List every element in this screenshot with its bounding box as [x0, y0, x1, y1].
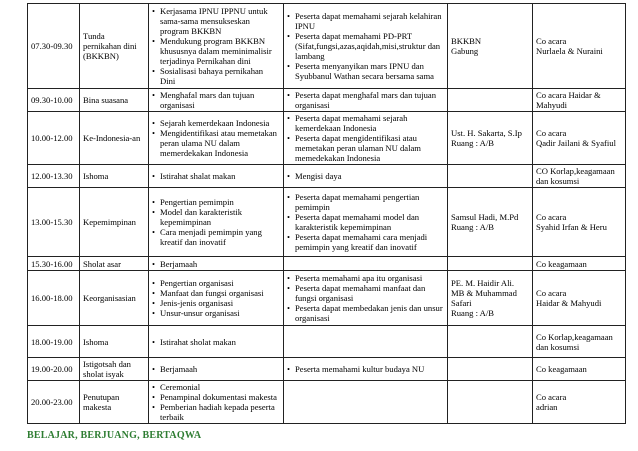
pic-cell: [533, 358, 626, 381]
activity-cell: [80, 358, 149, 381]
material-cell: [149, 4, 284, 89]
material-cell-list: [152, 382, 280, 422]
material-cell-list: [152, 364, 280, 374]
schedule-row: [28, 271, 626, 326]
activity-cell-line: Keorganisasian: [83, 293, 136, 303]
activity-cell-line: Istigotsah dan: [83, 359, 131, 369]
material-cell-item: • Model dan karakteristik kepemimpinan: [152, 207, 280, 227]
goals-cell: [284, 326, 448, 358]
material-cell: [149, 112, 284, 165]
time-cell: 20.00-23.00: [28, 381, 80, 424]
time-cell: 12.00-13.30: [28, 165, 80, 188]
schedule-row: [28, 188, 626, 257]
material-cell-list: [152, 197, 280, 247]
goals-cell-item: • Peserta dapat memahami pengertian pemimpin: [287, 192, 444, 212]
goals-cell-item: • Mengisi daya: [287, 171, 444, 181]
goals-cell-list: [287, 90, 444, 110]
material-cell-item: • Kerjasama IPNU IPPNU untuk sama-sama mensukseskan program BKKBN: [152, 6, 280, 36]
goals-cell-item: • Peserta memahami apa itu organisasi: [287, 273, 444, 283]
activity-cell-line: Kepemimpinan: [83, 217, 136, 227]
material-cell-list: [152, 337, 280, 347]
material-cell-item: • Manfaat dan fungsi organisasi: [152, 288, 280, 298]
goals-cell-list: [287, 192, 444, 252]
material-cell-item: • Berjamaah: [152, 259, 280, 269]
material-cell-list: [152, 6, 280, 86]
speaker-cell: [448, 326, 533, 358]
pic-cell: [533, 188, 626, 257]
material-cell-item: • Berjamaah: [152, 364, 280, 374]
activity-cell: [80, 112, 149, 165]
time-cell: 19.00-20.00: [28, 358, 80, 381]
material-cell: [149, 381, 284, 424]
goals-cell-item: • Peserta dapat menghafal mars dan tujuan organisasi: [287, 90, 444, 110]
pic-cell-line: Co keagamaan: [536, 258, 587, 269]
material-cell: [149, 89, 284, 112]
activity-cell: [80, 271, 149, 326]
material-cell: [149, 358, 284, 381]
material-cell-item: • Penampinal dokumentasi makesta: [152, 392, 280, 402]
goals-cell: [284, 257, 448, 271]
material-cell-item: • Jenis-jenis organisasi: [152, 298, 280, 308]
goals-cell-item: • Peserta menyanyikan mars IPNU dan Syubbanul Wathan secara bersama sama: [287, 61, 444, 81]
goals-cell: [284, 358, 448, 381]
speaker-cell-line: PE. M. Haidir Ali.: [451, 278, 515, 288]
speaker-cell-line: BKKBN: [451, 36, 482, 46]
pic-cell-line: Mahyudi: [536, 100, 568, 110]
activity-cell-line: pernikahan dini: [83, 41, 137, 51]
activity-cell: [80, 89, 149, 112]
activity-cell-line: Penutupan: [83, 392, 120, 402]
pic-cell: [533, 271, 626, 326]
pic-cell-line: dan kosumsi: [536, 341, 580, 352]
pic-cell: [533, 257, 626, 271]
speaker-cell: [448, 271, 533, 326]
speaker-cell: [448, 112, 533, 165]
goals-cell-item: • Peserta dapat mengidentifikasi atau memetakan peran ulaman NU dalam memedekakan Indonesia: [287, 133, 444, 163]
goals-cell: [284, 89, 448, 112]
schedule-row: [28, 257, 626, 271]
material-cell: [149, 188, 284, 257]
speaker-cell-line: Samsul Hadi, M.Pd: [451, 212, 519, 222]
goals-cell: [284, 188, 448, 257]
pic-cell: [533, 89, 626, 112]
material-cell-list: [152, 90, 280, 110]
pic-cell-line: Syahid Irfan & Heru: [536, 222, 607, 232]
speaker-cell: [448, 188, 533, 257]
pic-cell: [533, 4, 626, 89]
pic-cell-line: Nurlaela & Nuraini: [536, 46, 603, 56]
activity-cell: [80, 381, 149, 424]
activity-cell-line: makesta: [83, 402, 112, 412]
schedule-row: [28, 4, 626, 89]
pic-cell-line: Qadir Jailani & Syafiul: [536, 138, 616, 148]
time-cell: 10.00-12.00: [28, 112, 80, 165]
activity-cell-line: Bina suasana: [83, 95, 129, 105]
goals-cell: [284, 165, 448, 188]
material-cell-list: [152, 259, 280, 269]
material-cell-item: • Mendukung program BKKBN khususnya dalam meminimalisir terjadinya Pernikahan dini: [152, 36, 280, 66]
goals-cell: [284, 271, 448, 326]
goals-cell-item: • Peserta dapat memahami sejarah kemerdekaan Indonesia: [287, 113, 444, 133]
material-cell: [149, 165, 284, 188]
material-cell-item: • Cara menjadi pemimpin yang kreatif dan inovatif: [152, 227, 280, 247]
speaker-cell-line: Ruang : A/B: [451, 222, 494, 232]
goals-cell: [284, 112, 448, 165]
activity-cell-line: (BKKBN): [83, 51, 119, 61]
pic-cell-line: Co acara: [536, 212, 567, 222]
time-cell: 13.00-15.30: [28, 188, 80, 257]
schedule-row: [28, 89, 626, 112]
activity-cell: [80, 165, 149, 188]
speaker-cell-line: Gabung: [451, 46, 479, 56]
pic-cell-line: Co acara Haidar &: [536, 90, 601, 100]
pic-cell-line: Haidar & Mahyudi: [536, 298, 602, 308]
material-cell-item: • Unsur-unsur organisasi: [152, 308, 280, 318]
goals-cell-list: [287, 273, 444, 323]
goals-cell-item: • Peserta dapat memahami sejarah kelahiran IPNU: [287, 11, 444, 31]
material-cell-list: [152, 118, 280, 158]
material-cell: [149, 257, 284, 271]
speaker-cell-line: Safari: [451, 298, 472, 308]
material-cell-item: • Menghafal mars dan tujuan organisasi: [152, 90, 280, 110]
schedule-row: [28, 165, 626, 188]
activity-cell-line: Tunda: [83, 31, 105, 41]
material-cell-item: • Sejarah kemerdekaan Indonesia: [152, 118, 280, 128]
speaker-cell-line: Ruang : A/B: [451, 138, 494, 148]
pic-cell: [533, 112, 626, 165]
speaker-cell: [448, 381, 533, 424]
activity-cell-line: Ishoma: [83, 171, 109, 181]
schedule-body: [28, 4, 626, 424]
time-cell: 18.00-19.00: [28, 326, 80, 358]
material-cell-item: • Istirahat sholat makan: [152, 337, 280, 347]
pic-cell-line: Co acara: [536, 392, 567, 402]
speaker-cell: [448, 4, 533, 89]
activity-cell-line: Sholat asar: [83, 258, 121, 269]
material-cell-item: • Pemberian hadiah kepada peserta terbaik: [152, 402, 280, 422]
material-cell: [149, 326, 284, 358]
speaker-cell: [448, 358, 533, 381]
goals-cell-item: • Peserta dapat memahami PD-PRT (Sifat,fungsi,azas,aqidah,misi,struktur dan lambang: [287, 31, 444, 61]
pic-cell-line: dan kosumsi: [536, 176, 580, 186]
goals-cell-item: • Peserta dapat memahami cara menjadi pemimpin yang kreatif dan inovatif: [287, 232, 444, 252]
material-cell: [149, 271, 284, 326]
material-cell-item: • Sosialisasi bahaya pernikahan Dini: [152, 66, 280, 86]
footer-motto: BELAJAR, BERJUANG, BERTAQWA: [27, 430, 202, 441]
pic-cell-line: CO Korlap,keagamaan: [536, 166, 615, 176]
pic-cell: [533, 381, 626, 424]
pic-cell-line: Co keagamaan: [536, 364, 587, 374]
speaker-cell: [448, 257, 533, 271]
material-cell-list: [152, 278, 280, 318]
material-cell-item: • Pengertian organisasi: [152, 278, 280, 288]
goals-cell-item: • Peserta dapat memahami manfaat dan fungsi organisasi: [287, 283, 444, 303]
pic-cell: [533, 165, 626, 188]
activity-cell-line: sholat isyak: [83, 369, 124, 379]
schedule-row: [28, 112, 626, 165]
goals-cell-item: • Peserta dapat memahami model dan karakteristik kepemimpinan: [287, 212, 444, 232]
time-cell: 15.30-16.00: [28, 257, 80, 271]
speaker-cell: [448, 89, 533, 112]
material-cell-item: • Ceremonial: [152, 382, 280, 392]
schedule-row: [28, 358, 626, 381]
activity-cell: [80, 4, 149, 89]
schedule-row: [28, 326, 626, 358]
activity-cell: [80, 257, 149, 271]
time-cell: 16.00-18.00: [28, 271, 80, 326]
pic-cell-line: Co acara: [536, 36, 567, 46]
pic-cell-line: Co acara: [536, 128, 567, 138]
goals-cell: [284, 4, 448, 89]
goals-cell: [284, 381, 448, 424]
schedule-row: [28, 381, 626, 424]
goals-cell-list: [287, 11, 444, 81]
speaker-cell-line: Ruang : A/B: [451, 308, 494, 318]
pic-cell-line: Co acara: [536, 288, 567, 298]
material-cell-item: • Pengertian pemimpin: [152, 197, 280, 207]
goals-cell-list: [287, 364, 444, 374]
goals-cell-list: [287, 171, 444, 181]
pic-cell: [533, 326, 626, 358]
time-cell: 09.30-10.00: [28, 89, 80, 112]
material-cell-item: • Mengidentifikasi atau memetakan peran ulama NU dalam memerdekakan Indonesia: [152, 128, 280, 158]
goals-cell-item: • Peserta dapat membedakan jenis dan unsur organisasi: [287, 303, 444, 323]
material-cell-item: • Istirahat shalat makan: [152, 171, 280, 181]
material-cell-list: [152, 171, 280, 181]
speaker-cell-line: Ust. H. Sakarta, S.Ip: [451, 128, 522, 138]
schedule-table: [27, 3, 626, 424]
goals-cell-list: [287, 113, 444, 163]
speaker-cell: [448, 165, 533, 188]
activity-cell: [80, 326, 149, 358]
speaker-cell-line: MB & Muhammad: [451, 288, 517, 298]
activity-cell-line: Ke-Indonesia-an: [83, 133, 141, 143]
goals-cell-item: • Peserta memahami kultur budaya NU: [287, 364, 444, 374]
pic-cell-line: Co Korlap,keagamaan: [536, 331, 613, 342]
pic-cell-line: adrian: [536, 402, 558, 412]
time-cell: 07.30-09.30: [28, 4, 80, 89]
activity-cell-line: Ishoma: [83, 336, 109, 347]
activity-cell: [80, 188, 149, 257]
